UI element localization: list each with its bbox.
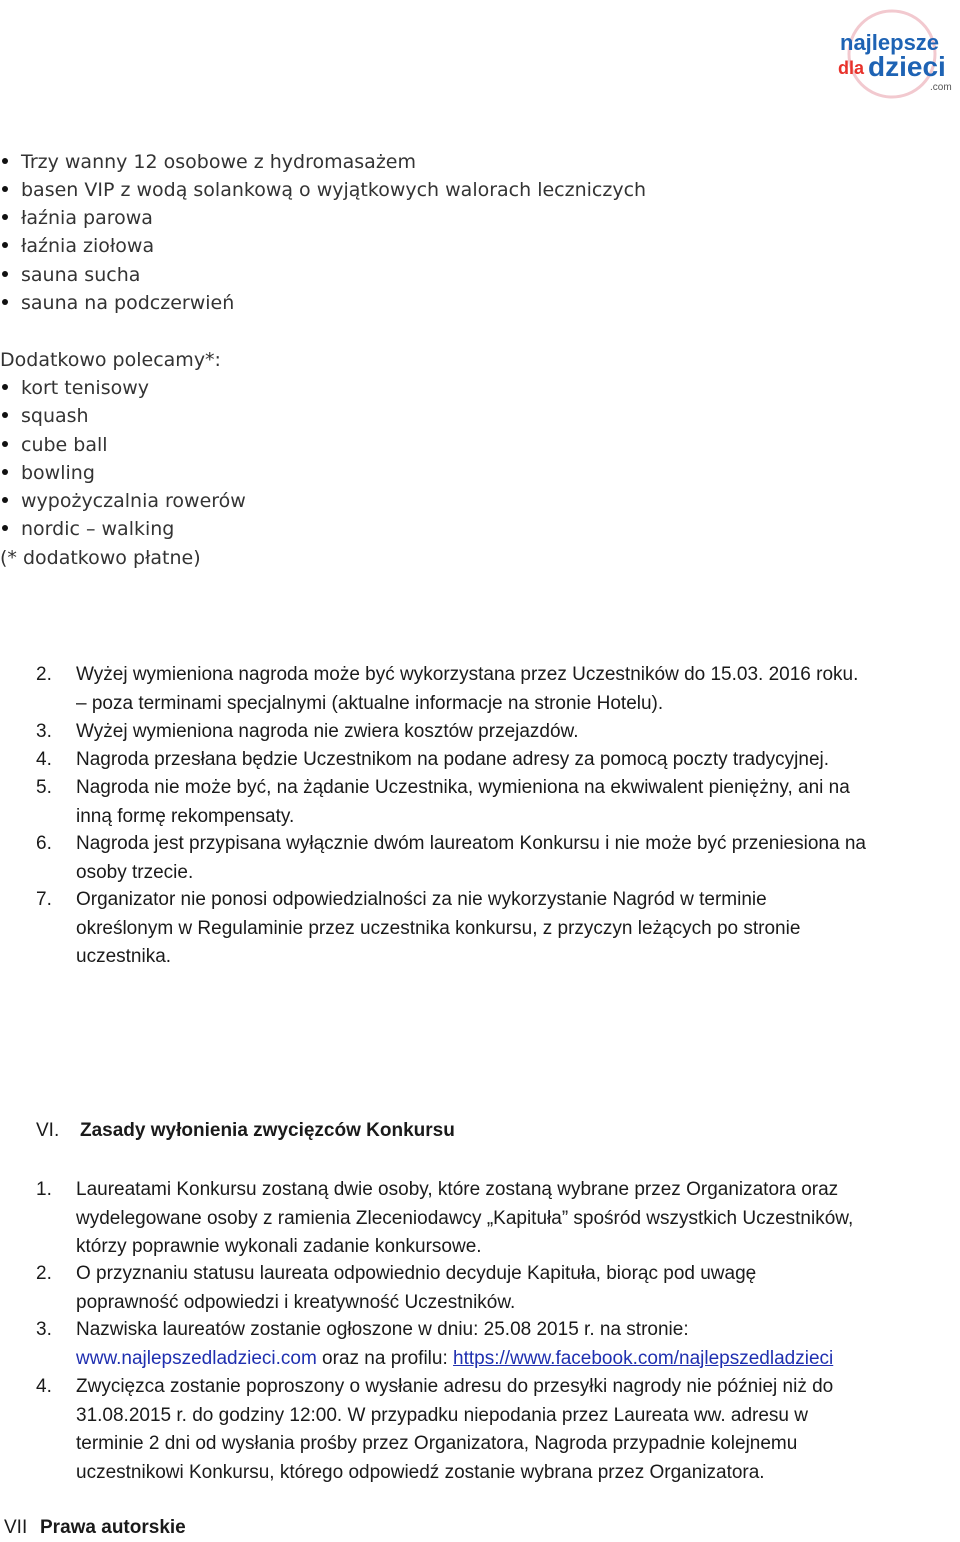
extra-item: bowling	[0, 459, 95, 487]
rule-text: O przyznaniu statusu laureata odpowiednio decyduje Kapituła, biorąc pod uwagę poprawność odpowiedzi i kreatywność Uczestników.	[76, 1263, 757, 1313]
section-number: VII	[4, 1517, 28, 1538]
bullet-icon	[2, 469, 8, 475]
logo-graphic	[826, 8, 956, 100]
rule-number: 7.	[36, 889, 52, 910]
rule-number: 5.	[36, 777, 52, 798]
bullet-icon	[2, 214, 8, 220]
extra-item: nordic – walking	[0, 515, 174, 543]
spa-item: Trzy wanny 12 osobowe z hydromasażem	[0, 148, 416, 176]
rule-number: 6.	[36, 833, 52, 854]
najlepszedladzieci-logo	[826, 8, 956, 100]
rule-number: 2.	[36, 1263, 52, 1284]
extra-item: squash	[0, 402, 89, 430]
bullet-icon	[2, 497, 8, 503]
rule-number: 2.	[36, 664, 52, 685]
bullet-icon	[2, 271, 8, 277]
extra-item: kort tenisowy	[0, 374, 149, 402]
bullet-icon	[2, 384, 8, 390]
bullet-icon	[2, 242, 8, 248]
spa-item: łaźnia parowa	[0, 204, 153, 232]
website-link[interactable]: www.najlepszedladzieci.com	[76, 1347, 317, 1369]
rule-text: Nagroda nie może być, na żądanie Uczestnika, wymieniona na ekwiwalent pieniężny, ani na inną formę rekompensaty.	[76, 777, 850, 827]
rule-number: 4.	[36, 1376, 52, 1397]
spa-item: sauna sucha	[0, 261, 140, 289]
bullet-icon	[2, 158, 8, 164]
rule-text: Wyżej wymieniona nagroda nie zwiera kosztów przejazdów.	[76, 721, 579, 742]
extra-item: cube ball	[0, 431, 108, 459]
extra-item: wypożyczalnia rowerów	[0, 487, 246, 515]
section-number: VI.	[36, 1120, 60, 1141]
bullet-icon	[2, 525, 8, 531]
rule-text: Laureatami Konkursu zostaną dwie osoby, które zostaną wybrane przez Organizatora oraz wydelegowane osoby z ramienia Zleceniodawcy „Kapituła” spośród wszystkich Uczestników, którzy poprawnie wykonali zadanie konkursowe.	[76, 1179, 854, 1257]
spa-item: łaźnia ziołowa	[0, 232, 154, 260]
rule-text: Nagroda jest przypisana wyłącznie dwóm laureatom Konkursu i nie może być przeniesiona na osoby trzecie.	[76, 833, 866, 883]
rule-number: 4.	[36, 749, 52, 770]
facebook-link[interactable]: https://www.facebook.com/najlepszedladzieci	[453, 1347, 834, 1369]
logo-word-2a: dla	[838, 58, 865, 78]
bullet-icon	[2, 412, 8, 418]
rule-text: Zwycięzca zostanie poproszony o wysłanie adresu do przesyłki nagrody nie później niż do 31.08.2015 r. do godziny 12:00. W przypadku niepodania przez Laureata ww. adresu w terminie 2 dni od wysłania prośby przez Organizatora, Nagroda przypadnie kolejnemu uczestnikowi Konkursu, którego odpowiedź zostanie wybrana przez Organizatora.	[76, 1376, 834, 1483]
logo-word-3: .com	[930, 82, 952, 93]
spa-item: basen VIP z wodą solankową o wyjątkowych walorach leczniczych	[0, 176, 646, 204]
logo-word-1: najlepsze	[840, 30, 940, 55]
rule-text: Nagroda przesłana będzie Uczestnikom na podane adresy za pomocą poczty tradycyjnej.	[76, 749, 830, 770]
extra-heading: Dodatkowo polecamy*:	[0, 349, 221, 371]
rule-number: 1.	[36, 1179, 52, 1200]
section-title: Zasady wyłonienia zwycięzców Konkursu	[80, 1120, 455, 1141]
rule-number: 3.	[36, 1319, 52, 1340]
bullet-icon	[2, 186, 8, 192]
rule-text: Organizator nie ponosi odpowiedzialności za nie wykorzystanie Nagród w terminie określonym w Regulaminie przez uczestnika konkursu, z przyczyn leżących po stronie uczestnika.	[76, 889, 801, 967]
section-title: Prawa autorskie	[40, 1517, 186, 1538]
extra-note: (* dodatkowo płatne)	[0, 547, 201, 569]
rule-text: Nazwiska laureatów zostanie ogłoszone w dniu: 25.08 2015 r. na stronie: www.najlepszedladzieci.com oraz na profilu: https://www.facebook.com/najlepszedladzieci	[76, 1319, 834, 1369]
bullet-icon	[2, 299, 8, 305]
rule-text: Wyżej wymieniona nagroda może być wykorzystana przez Uczestników do 15.03. 2016 roku. – poza terminami specjalnymi (aktualne informacje na stronie Hotelu).	[76, 664, 859, 714]
logo-word-2b: dzieci	[868, 51, 946, 82]
spa-item: sauna na podczerwień	[0, 289, 234, 317]
rule-number: 3.	[36, 721, 52, 742]
bullet-icon	[2, 441, 8, 447]
